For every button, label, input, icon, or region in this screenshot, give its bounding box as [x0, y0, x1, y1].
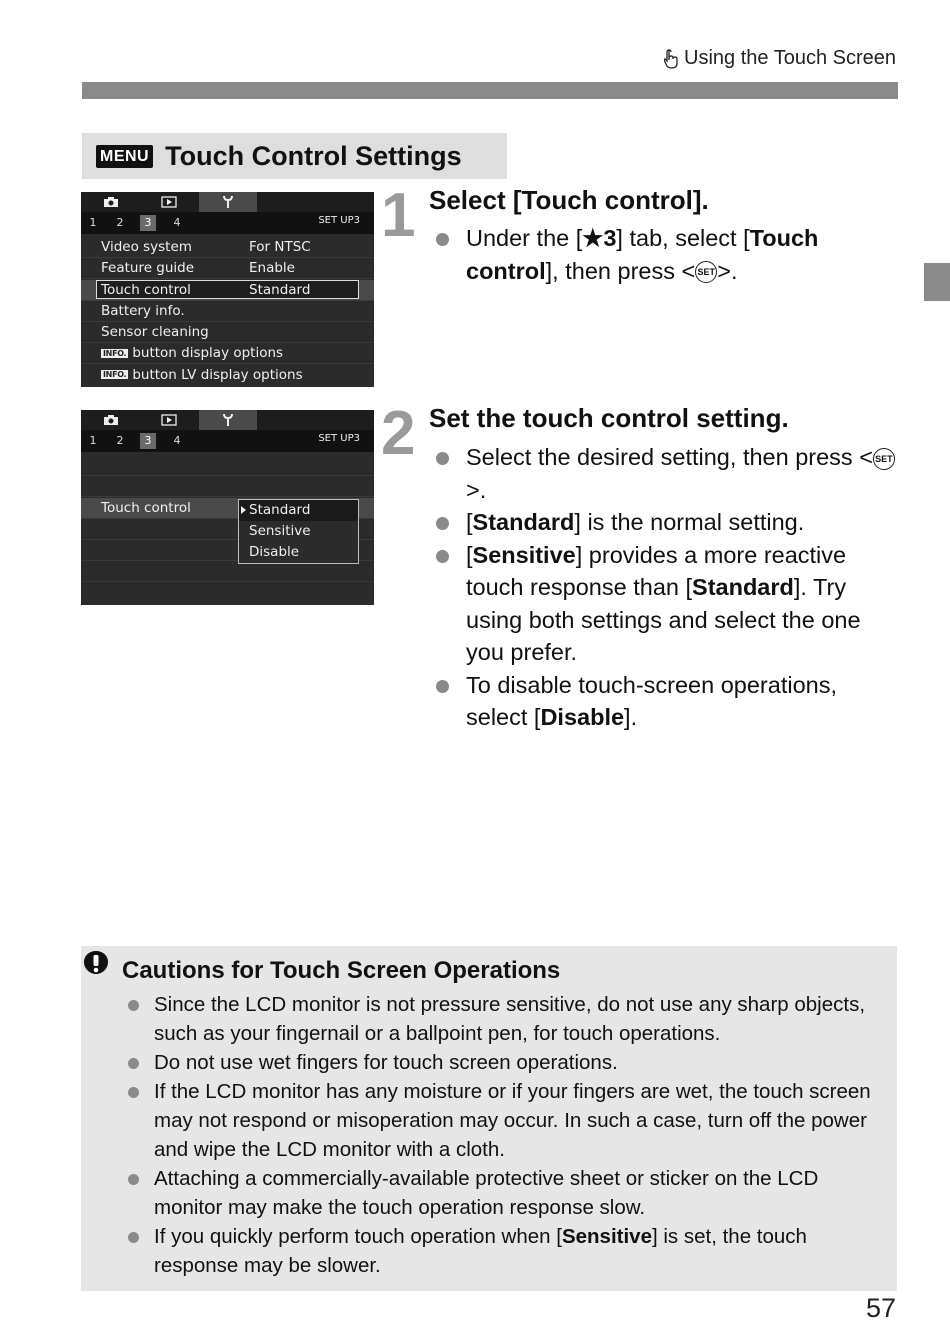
menu-row — [81, 237, 374, 258]
camera-icon — [83, 410, 138, 430]
subtab: 4 — [173, 434, 181, 447]
caution-list — [124, 990, 884, 1280]
menu-row-value: For NTSC — [249, 239, 311, 255]
subtab: 1 — [89, 216, 97, 229]
info-button-badge: INFO. — [103, 348, 127, 358]
step-2-bullets — [430, 441, 898, 734]
header-rule — [82, 82, 898, 99]
menu-row-empty — [81, 582, 374, 603]
text: ], then press < — [545, 257, 696, 284]
camera-screen-setup-menu — [81, 192, 374, 387]
text: To disable touch-screen operations, select [ — [466, 671, 837, 730]
text: ] is the normal setting. — [574, 509, 805, 535]
section-title: Touch Control Settings — [165, 140, 462, 171]
screen-subtabs — [81, 430, 374, 452]
subtab: 4 — [173, 216, 181, 229]
running-head-text: Using the Touch Screen — [684, 47, 896, 69]
text: ]. Try using both settings and select the one you prefer. — [466, 574, 861, 665]
menu-row-highlighted — [81, 280, 374, 301]
camera-icon — [83, 192, 138, 212]
option-ref: Sensitive — [561, 1225, 652, 1248]
text: ] tab, select [ — [616, 225, 750, 251]
option-disable: Disable — [249, 544, 300, 560]
menu-row — [81, 258, 374, 279]
playback-icon — [141, 410, 196, 430]
menu-row-label: button LV display options — [132, 366, 303, 383]
menu-row — [81, 322, 374, 343]
menu-row-label: Touch control — [101, 282, 191, 298]
camera-screen-touch-control — [81, 410, 374, 605]
setup-tab-ref: ★3 — [582, 225, 617, 251]
menu-row — [81, 364, 374, 385]
option-standard: Standard — [239, 500, 358, 521]
page-number: 57 — [865, 1293, 896, 1323]
caution-icon — [82, 949, 110, 982]
step-number-2: 2 — [381, 399, 416, 468]
menu-row-empty — [81, 476, 374, 497]
setup-page-code: SET UP3 — [318, 215, 360, 226]
step-1-bullets — [430, 222, 890, 287]
step-1-title: Select [Touch control]. — [429, 185, 709, 215]
bullet — [430, 669, 898, 734]
step-2-title: Set the touch control setting. — [429, 403, 789, 433]
screen-subtabs — [81, 212, 374, 234]
menu-row-label: Touch control — [101, 500, 191, 516]
caution-item: Attaching a commercially-available protective sheet or sticker on the LCD monitor may make the touch operation response slow. — [124, 1164, 884, 1222]
subtab-active: 3 — [140, 433, 156, 449]
menu-row-label: Feature guide — [101, 260, 195, 276]
menu-row-empty — [81, 455, 374, 476]
option-ref: Sensitive — [472, 541, 576, 568]
text: ] is set, the touch response may be slower. — [154, 1225, 807, 1277]
touch-control-options — [238, 499, 359, 564]
menu-row-empty — [81, 561, 374, 582]
menu-row-value: Standard — [249, 282, 311, 298]
section-title-bar — [82, 133, 507, 179]
bullet — [430, 441, 898, 506]
option-ref: Disable — [540, 704, 625, 730]
wrench-icon — [199, 410, 257, 430]
bullet — [430, 539, 898, 669]
wrench-icon — [199, 192, 257, 212]
menu-row-label: Sensor cleaning — [101, 324, 209, 340]
text: If you quickly perform touch operation when [ — [154, 1225, 562, 1248]
option-sensitive: Sensitive — [249, 523, 311, 539]
text: ]. — [624, 704, 638, 730]
text: [ — [466, 541, 473, 568]
caution-item: Do not use wet fingers for touch screen operations. — [124, 1048, 884, 1077]
playback-icon — [141, 192, 196, 212]
touch-hand-icon — [664, 49, 678, 69]
menu-row-label: button display options — [132, 345, 284, 361]
menu-row-label: Battery info. — [101, 303, 185, 319]
subtab: 2 — [116, 434, 124, 447]
menu-badge: MENU — [96, 145, 153, 168]
setup-page-code: SET UP3 — [318, 433, 360, 444]
text: Under the [ — [466, 225, 583, 251]
caution-item: If the LCD monitor has any moisture or if your fingers are wet, the touch screen may not respond or misoperation may occur. In such a case, turn off the power and wipe the LCD monitor with a cloth. — [124, 1077, 884, 1164]
menu-row — [81, 343, 374, 364]
chapter-tab-marker — [924, 263, 950, 301]
text: ] provides a more reactive touch response than [ — [466, 541, 847, 600]
bullet — [430, 506, 898, 539]
caution-item — [124, 1222, 884, 1280]
set-button-icon: SET — [695, 261, 717, 283]
menu-row — [81, 301, 374, 322]
caution-item: Since the LCD monitor is not pressure sensitive, do not use any sharp objects, such as your fingernail or a ballpoint pen, for touch operations. — [124, 990, 884, 1048]
subtab: 2 — [116, 216, 124, 229]
subtab: 1 — [89, 434, 97, 447]
screen-tab-bar — [81, 192, 374, 212]
menu-row-value: Enable — [249, 260, 295, 276]
text: >. — [717, 257, 738, 284]
info-button-badge: INFO. — [103, 370, 127, 379]
option-ref: Standard — [472, 509, 575, 535]
caution-title: Cautions for Touch Screen Operations — [122, 957, 561, 984]
screen-tab-bar — [81, 410, 374, 430]
text: [ — [466, 509, 473, 535]
set-button-icon: SET — [873, 448, 895, 470]
text: >. — [466, 476, 487, 503]
menu-row-label: Video system — [101, 239, 192, 255]
option-ref: Standard — [692, 574, 794, 600]
running-head — [664, 47, 896, 70]
bullet — [430, 222, 890, 287]
subtab-active: 3 — [140, 215, 156, 231]
step-number-1: 1 — [381, 181, 416, 250]
text: Select the desired setting, then press < — [466, 444, 873, 470]
menu-item-ref: Touch control — [466, 225, 819, 284]
